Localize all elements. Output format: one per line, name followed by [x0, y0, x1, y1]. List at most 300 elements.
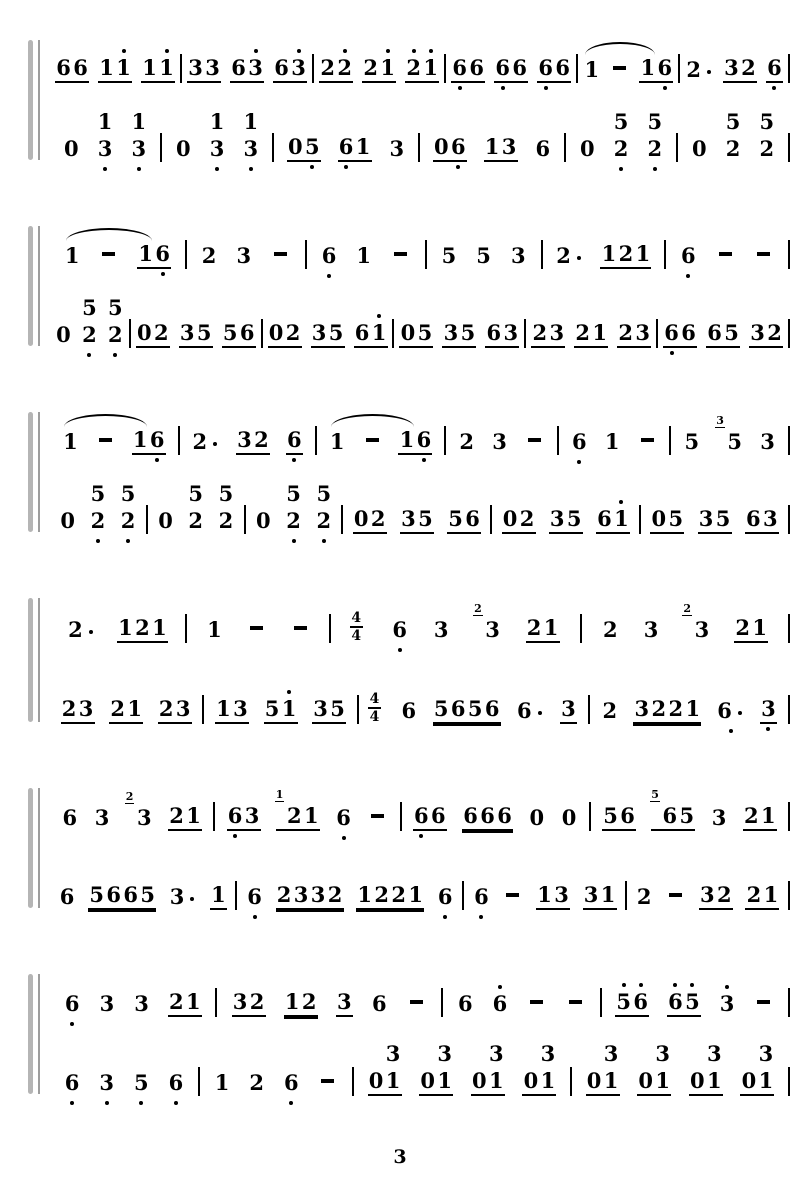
beam-group: [400, 506, 434, 534]
dash-note: [753, 998, 774, 1017]
beam-group: [462, 803, 513, 831]
beam-group: [516, 698, 545, 724]
note: [304, 134, 321, 160]
note-digit: 3: [549, 320, 565, 345]
note-digit: 6: [465, 506, 480, 531]
note: [247, 55, 264, 81]
note-digit: 0: [586, 1068, 602, 1093]
note: [206, 617, 223, 643]
barline: [788, 54, 790, 83]
beam-group: [617, 320, 651, 348]
note-digit: 6: [247, 884, 262, 909]
beam-group: [273, 55, 307, 83]
beam-group: [600, 241, 651, 269]
beam-group: [571, 429, 588, 455]
beam-group: [315, 481, 332, 534]
octave-dot-below: [87, 353, 91, 357]
measure: [274, 134, 418, 162]
note: [244, 803, 261, 829]
note: [413, 803, 430, 829]
system-bracket-icon: [28, 974, 33, 1094]
beam-group: [451, 55, 485, 83]
note: [543, 615, 560, 641]
note: [204, 55, 221, 81]
melody-row: [50, 26, 790, 83]
dash-glyph: [250, 626, 263, 630]
note-digit: 5: [133, 1070, 149, 1095]
measure: [50, 989, 215, 1017]
note-digit: 2: [741, 55, 756, 80]
note: [716, 882, 733, 908]
note-digit: 6: [413, 803, 429, 828]
beam-group: [107, 295, 124, 348]
note-digit: 1: [685, 696, 701, 721]
note-digit: 2: [158, 696, 174, 721]
octave-dot-below: [344, 165, 348, 169]
note: [699, 882, 716, 908]
note-digit: 1: [635, 241, 651, 266]
dash-glyph: [506, 893, 519, 897]
note-digit: 6: [430, 803, 446, 828]
note-digit: 1: [356, 243, 372, 268]
barline: [788, 505, 790, 534]
beam-group: [526, 615, 560, 643]
note: [555, 243, 584, 269]
beam-group: [136, 320, 170, 348]
note-digit: 5: [140, 882, 155, 907]
note: [355, 134, 372, 160]
note-digit: 2: [249, 989, 265, 1014]
note: [215, 696, 232, 722]
note: [222, 320, 239, 346]
note-digit: 6: [717, 698, 732, 723]
note: [667, 696, 684, 722]
note: [311, 320, 328, 346]
beam-group: [561, 805, 578, 831]
melody-row: [50, 774, 790, 831]
note: [134, 615, 151, 641]
note-digit: 2: [188, 508, 204, 533]
note-digit: 6: [538, 55, 554, 80]
note: [97, 109, 114, 162]
measure: [50, 427, 178, 455]
beam-group: [537, 55, 571, 83]
note-digit: 5: [684, 429, 700, 454]
note-digit: 6: [484, 696, 500, 721]
rest-note: [255, 508, 272, 534]
note: [275, 788, 303, 829]
beam-group: [766, 55, 783, 83]
measure: [314, 55, 444, 83]
note: [539, 1041, 556, 1094]
beam-group: [355, 243, 372, 269]
rest-note: [59, 508, 76, 534]
beam-group: [388, 136, 405, 162]
note: [758, 109, 775, 162]
beam-group: [433, 617, 450, 643]
beam-group: [689, 1041, 723, 1096]
beam-group: [371, 991, 388, 1017]
note: [762, 506, 779, 532]
note: [335, 805, 352, 831]
system-bracket-icon: [38, 40, 40, 160]
beam-group: [95, 436, 116, 455]
note: [613, 109, 630, 162]
note: [723, 320, 740, 346]
beam-group: [549, 506, 583, 534]
octave-dot-below: [577, 460, 581, 464]
note: [61, 805, 78, 831]
note-digit: 6: [512, 55, 528, 80]
note-digit: 3: [94, 805, 110, 830]
note: [571, 429, 588, 455]
beam-group: [329, 429, 346, 455]
rest-note: [175, 136, 192, 162]
beam-group: [400, 698, 417, 724]
note: [656, 55, 673, 81]
beam-group: [680, 243, 697, 269]
note-digit: 0: [63, 136, 79, 161]
note-digit: 1: [758, 1068, 774, 1093]
system-bracket-icon: [28, 598, 33, 722]
note-digit: 1: [437, 1068, 452, 1093]
dash-glyph: [102, 252, 115, 256]
measure: [591, 788, 788, 831]
rest-note: [691, 136, 708, 162]
measure: [680, 55, 788, 83]
note: [130, 109, 147, 162]
note-digit: 6: [227, 803, 243, 828]
dash-note: [246, 624, 267, 643]
note-digit: 0: [561, 805, 577, 830]
measure: [50, 55, 180, 83]
octave-dot-below: [766, 727, 770, 731]
system-bracket-icon: [38, 412, 40, 532]
note: [242, 109, 259, 162]
dash-note: [390, 250, 411, 269]
beam-group: [555, 243, 584, 269]
octave-dot-below: [70, 1101, 74, 1105]
chord-upper-note: 5: [316, 481, 332, 506]
note-digit: 1: [423, 55, 438, 80]
note-digit: 1: [138, 241, 153, 266]
beam-group: [698, 506, 732, 534]
note: [680, 243, 697, 269]
augmentation-dot: [707, 70, 711, 74]
dash-glyph: [274, 252, 287, 256]
note-digit: 6: [480, 803, 495, 828]
octave-dot-below: [233, 834, 237, 838]
octave-dot-below: [289, 1101, 293, 1105]
note-digit: 3: [760, 429, 775, 454]
note: [158, 55, 175, 81]
note: [549, 506, 566, 532]
beam-group: [663, 320, 697, 348]
note: [132, 427, 149, 453]
note: [757, 1041, 774, 1094]
chord-upper-note: 3: [385, 1041, 401, 1066]
beam-group: [367, 812, 388, 831]
note-digit: 2: [249, 1070, 264, 1095]
tie-arc: [331, 414, 414, 427]
note: [440, 243, 457, 269]
note-digit: 1: [142, 55, 157, 80]
beam-group: [596, 506, 630, 534]
dash-note: [98, 250, 119, 269]
measure: [543, 241, 665, 269]
note: [168, 803, 185, 829]
beam-group: [615, 989, 649, 1017]
augmentation-dot: [738, 711, 742, 715]
beam-group: [81, 295, 98, 348]
beam-group: [120, 481, 137, 534]
note-digit: 5: [685, 989, 700, 1014]
beam-group: [133, 991, 150, 1017]
beam-group: [716, 414, 743, 455]
accompaniment-row: [50, 477, 790, 534]
beam-group: [475, 243, 492, 269]
note: [355, 243, 372, 269]
beam-group: [636, 884, 653, 910]
note-digit: 6: [555, 55, 571, 80]
octave-dot-above: [122, 49, 126, 53]
note-digit: 3: [554, 882, 569, 907]
note: [390, 882, 407, 908]
note: [107, 295, 124, 348]
note-digit: 2: [636, 884, 652, 909]
note-digit: 5: [724, 320, 739, 345]
note-digit: 6: [437, 884, 453, 909]
beam-group: [745, 882, 779, 910]
beam-group: [94, 805, 111, 831]
note-digit: 5: [433, 696, 449, 721]
measure: [263, 320, 393, 348]
note-digit: 3: [233, 696, 248, 721]
note: [651, 788, 678, 829]
chord-upper-note: 5: [218, 481, 234, 506]
note-digit: 5: [679, 803, 695, 828]
augmentation-dot: [89, 630, 93, 634]
dash-glyph: [641, 438, 654, 442]
note: [319, 55, 336, 81]
octave-dot-above: [412, 49, 416, 53]
note: [196, 320, 213, 346]
note: [632, 989, 649, 1015]
measure: [578, 55, 678, 83]
melody-row: [50, 584, 790, 643]
note: [462, 803, 479, 829]
note: [328, 320, 345, 346]
time-sig-denominator: 4: [369, 709, 380, 725]
measure: [50, 1070, 198, 1096]
note-digit: 1: [540, 1068, 556, 1093]
note: [554, 55, 571, 81]
note: [109, 696, 126, 722]
note-digit: 0: [433, 134, 449, 159]
note-digit: 6: [64, 991, 80, 1016]
dash-note: [95, 436, 116, 455]
beam-group: [191, 429, 220, 455]
note: [329, 696, 346, 722]
note: [433, 696, 450, 722]
measure: [131, 320, 261, 348]
augmentation-dot: [190, 897, 194, 901]
measure: [627, 882, 788, 910]
dash-glyph: [99, 438, 112, 442]
note-digit: 6: [463, 803, 478, 828]
note: [450, 134, 467, 160]
beam-group: [137, 241, 171, 269]
note: [617, 320, 634, 346]
note-digit: 5: [668, 506, 684, 531]
note-digit: 6: [321, 243, 337, 268]
note-digit: 5: [715, 506, 731, 531]
note: [603, 1041, 620, 1094]
note-digit: 2: [201, 243, 217, 268]
beam-group: [61, 696, 95, 724]
note-digit: 1: [399, 427, 415, 452]
note-digit: 6: [657, 55, 673, 80]
note-digit: 3: [310, 882, 326, 907]
measure: [50, 481, 146, 534]
note-digit: 3: [389, 136, 405, 161]
beam-group: [246, 624, 267, 643]
note-digit: 3: [635, 320, 650, 345]
note-digit: 3: [175, 696, 191, 721]
octave-dot-above: [690, 983, 694, 987]
note-digit: 2: [135, 615, 150, 640]
beam-group: [268, 320, 302, 348]
note: [235, 243, 252, 269]
note-digit: 2: [285, 320, 301, 345]
rest-note: [528, 805, 545, 831]
note-digit: 2: [286, 508, 301, 533]
accompaniment-row: [50, 853, 790, 910]
beam-group: [471, 1041, 505, 1096]
octave-dot-below: [458, 86, 462, 90]
measure: [526, 320, 656, 348]
note-digit: 3: [694, 617, 710, 642]
beam-group: [64, 1070, 81, 1096]
grace-note: 5: [651, 788, 659, 801]
measure: [402, 803, 589, 831]
octave-dot-below: [292, 458, 296, 462]
note-digit: 1: [159, 55, 174, 80]
note-digit: 3: [634, 696, 650, 721]
note: [496, 803, 513, 829]
rest-note: [579, 136, 596, 162]
rest-note: [561, 805, 578, 831]
note-digit: 6: [59, 884, 75, 909]
barline: [788, 695, 790, 724]
beam-group: [179, 320, 213, 348]
note-digit: 3: [700, 882, 715, 907]
note-digit: 6: [106, 882, 121, 907]
note: [646, 109, 663, 162]
note-digit: 0: [579, 136, 595, 161]
note: [336, 989, 353, 1015]
note-digit: 2: [218, 508, 234, 533]
beam-group: [583, 882, 617, 910]
beam-group: [391, 617, 408, 643]
octave-dot-below: [398, 648, 402, 652]
note: [293, 882, 310, 908]
note: [650, 696, 667, 722]
note: [743, 803, 760, 829]
note: [667, 506, 684, 532]
note-digit: 1: [152, 615, 167, 640]
note-digit: 3: [643, 617, 659, 642]
note: [766, 55, 783, 81]
note: [371, 991, 388, 1017]
tie-arc: [585, 42, 654, 55]
octave-dot-above: [725, 985, 729, 989]
note-digit: 6: [668, 989, 683, 1014]
note-digit: 2: [686, 57, 701, 82]
note-digit: 0: [368, 1068, 384, 1093]
measure: [572, 1041, 788, 1096]
beam-group: [187, 55, 221, 83]
beam-group: [290, 624, 311, 643]
note-digit: 1: [355, 134, 371, 159]
note-digit: 5: [476, 243, 491, 268]
beam-group: [528, 805, 545, 831]
octave-dot-above: [619, 500, 623, 504]
dash-note: [715, 250, 736, 269]
beam-group: [637, 436, 658, 455]
accompaniment-row: [50, 665, 790, 724]
note: [120, 481, 137, 534]
note: [583, 882, 600, 908]
beam-group: [246, 884, 263, 910]
beam-group: [321, 243, 338, 269]
note-digit: 1: [214, 1070, 230, 1095]
note-digit: 2: [613, 136, 629, 161]
dash-note: [665, 891, 686, 910]
note: [684, 989, 701, 1015]
note: [760, 696, 777, 722]
note-digit: 2: [602, 698, 618, 723]
note: [725, 109, 742, 162]
beam-group: [353, 506, 387, 534]
note-digit: 1: [655, 1068, 670, 1093]
note: [354, 320, 371, 346]
melody-row: [50, 960, 790, 1017]
measure: [671, 414, 788, 455]
chord-upper-note: 1: [243, 109, 259, 134]
dash-note: [637, 436, 658, 455]
note-digit: 6: [664, 320, 679, 345]
octave-dot-below: [174, 1101, 178, 1105]
note: [759, 429, 776, 455]
note: [574, 320, 591, 346]
octave-dot-below: [342, 836, 346, 840]
note-digit: 2: [759, 136, 775, 161]
beam-group: [215, 696, 249, 724]
note-digit: 6: [56, 55, 71, 80]
note-digit: 2: [526, 615, 542, 640]
measure: [217, 989, 441, 1017]
system-bracket-icon: [28, 788, 33, 908]
beam-group: [526, 998, 547, 1017]
note-digit: 3: [719, 991, 735, 1016]
beam-group: [336, 989, 353, 1017]
note: [209, 109, 226, 162]
note-digit: 2: [276, 882, 292, 907]
note-digit: 1: [207, 617, 222, 642]
note-digit: 6: [392, 617, 408, 642]
note-digit: 1: [601, 241, 617, 266]
